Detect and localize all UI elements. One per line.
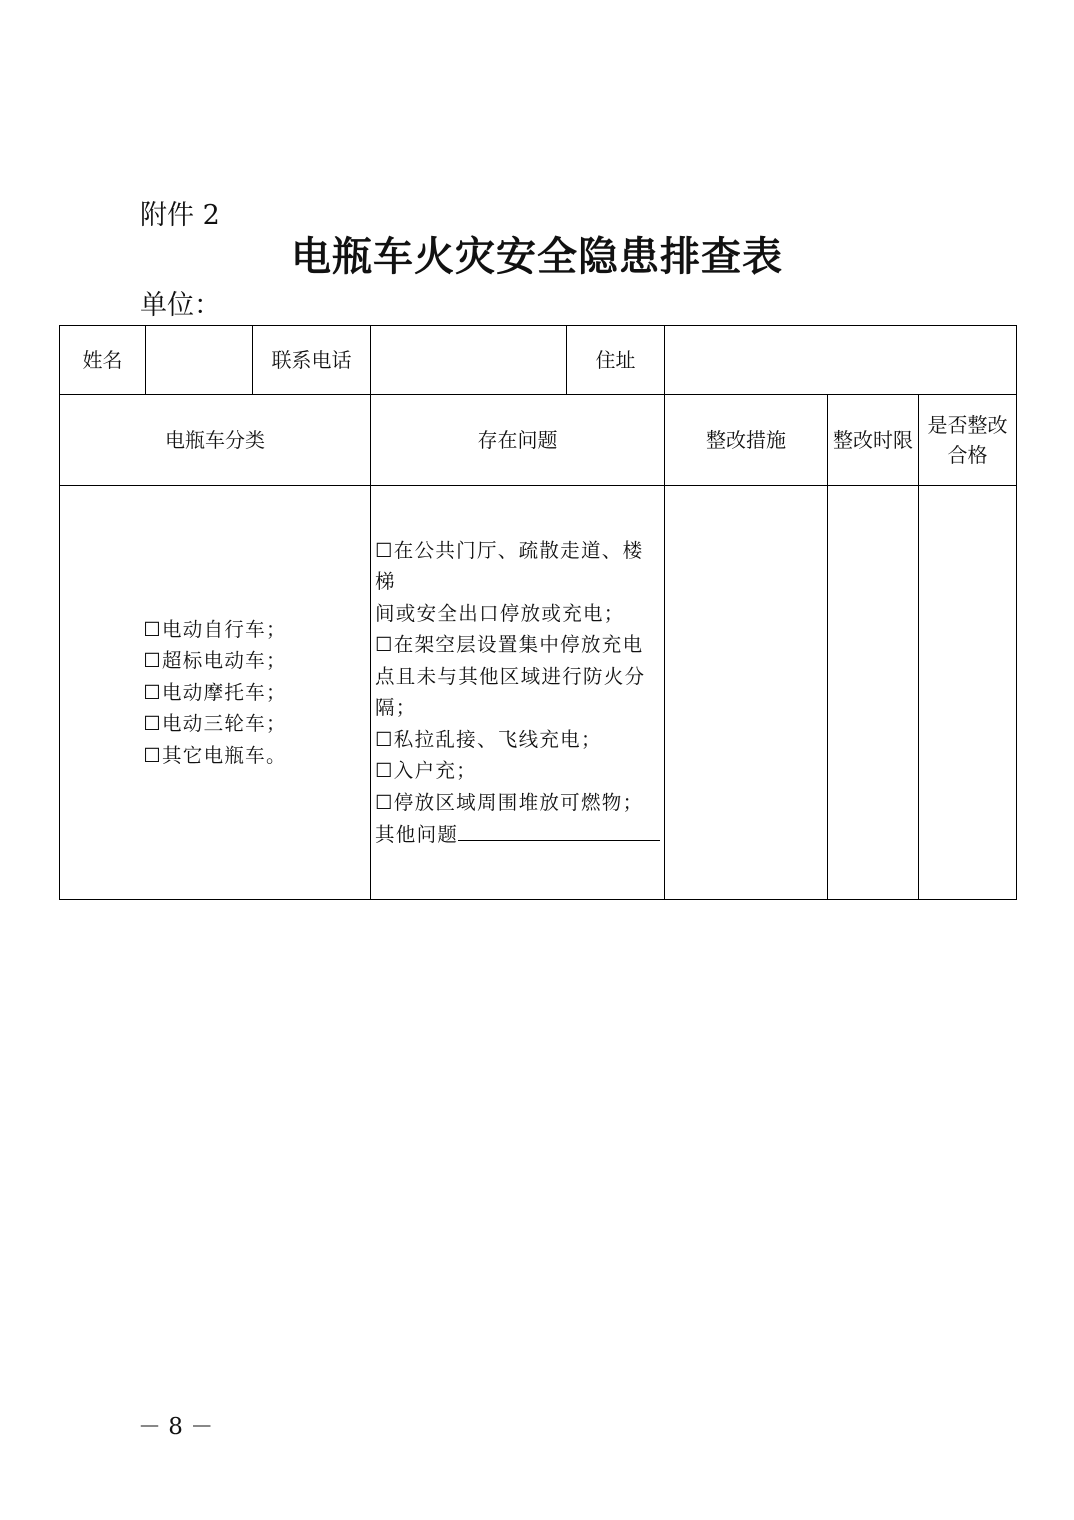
- name-label: 姓名: [60, 326, 146, 395]
- vehicle-type-checkbox-item[interactable]: ☐电动自行车；: [143, 617, 287, 641]
- vehicle-types-cell: [60, 486, 371, 900]
- attachment-label: [140, 198, 220, 234]
- passed-header-line2: 合格: [947, 443, 988, 467]
- phone-label: 联系电话: [253, 326, 371, 395]
- page-title: 电瓶车火灾安全隐患排查表: [291, 233, 783, 280]
- issue-checkbox-item[interactable]: ☐私拉乱接、飞线充电；: [375, 727, 602, 751]
- unit-label: 单位：: [140, 290, 221, 321]
- vehicle-type-checkbox-item[interactable]: ☐电动三轮车；: [143, 712, 287, 736]
- passed-field[interactable]: [919, 486, 1017, 900]
- deadline-header: 整改时限: [828, 395, 919, 486]
- other-issue-label: 其他问题: [375, 823, 459, 846]
- deadline-field[interactable]: [828, 486, 919, 900]
- measures-field[interactable]: [665, 486, 828, 900]
- phone-field[interactable]: [371, 326, 567, 395]
- vehicle-type-checkbox-item[interactable]: ☐其它电瓶车。: [143, 743, 287, 767]
- issue-checkbox-item[interactable]: ☐在架空层设置集中停放充电: [375, 633, 644, 656]
- other-issue-blank-field[interactable]: [458, 818, 660, 841]
- table-row-details: [60, 486, 1017, 900]
- issue-text-line: 隔；: [375, 696, 417, 719]
- inspection-table: [59, 325, 1017, 900]
- issue-checkbox-item[interactable]: ☐在公共门厅、疏散走道、楼梯: [375, 538, 644, 593]
- attachment-text: 附件: [140, 200, 194, 231]
- issues-header: 存在问题: [371, 395, 665, 486]
- passed-header-line1: 是否整改: [927, 413, 1008, 437]
- vehicle-category-header: 电瓶车分类: [60, 395, 371, 486]
- other-issue-line: [375, 818, 664, 851]
- table-row-headers: [60, 395, 1017, 486]
- vehicle-type-checkbox-item[interactable]: ☐电动摩托车；: [143, 680, 287, 704]
- vehicle-types-list: [143, 614, 287, 772]
- passed-header: [919, 395, 1017, 486]
- name-field[interactable]: [146, 326, 253, 395]
- measures-header: 整改措施: [665, 395, 828, 486]
- vehicle-type-checkbox-item[interactable]: ☐超标电动车；: [143, 649, 287, 673]
- address-field[interactable]: [665, 326, 1017, 395]
- issue-text-line: 点且未与其他区域进行防火分: [375, 664, 646, 688]
- issue-checkbox-item[interactable]: ☐入户充；: [375, 759, 477, 782]
- address-label: 住址: [567, 326, 665, 395]
- page-number: － 8 －: [138, 1414, 214, 1440]
- attachment-number: 2: [202, 200, 220, 231]
- table-row-personal-info: [60, 326, 1017, 395]
- issue-checkbox-item[interactable]: ☐停放区域周围堆放可燃物；: [375, 790, 644, 814]
- issues-cell: [371, 486, 665, 900]
- issue-text-line: 间或安全出口停放或充电；: [375, 601, 625, 625]
